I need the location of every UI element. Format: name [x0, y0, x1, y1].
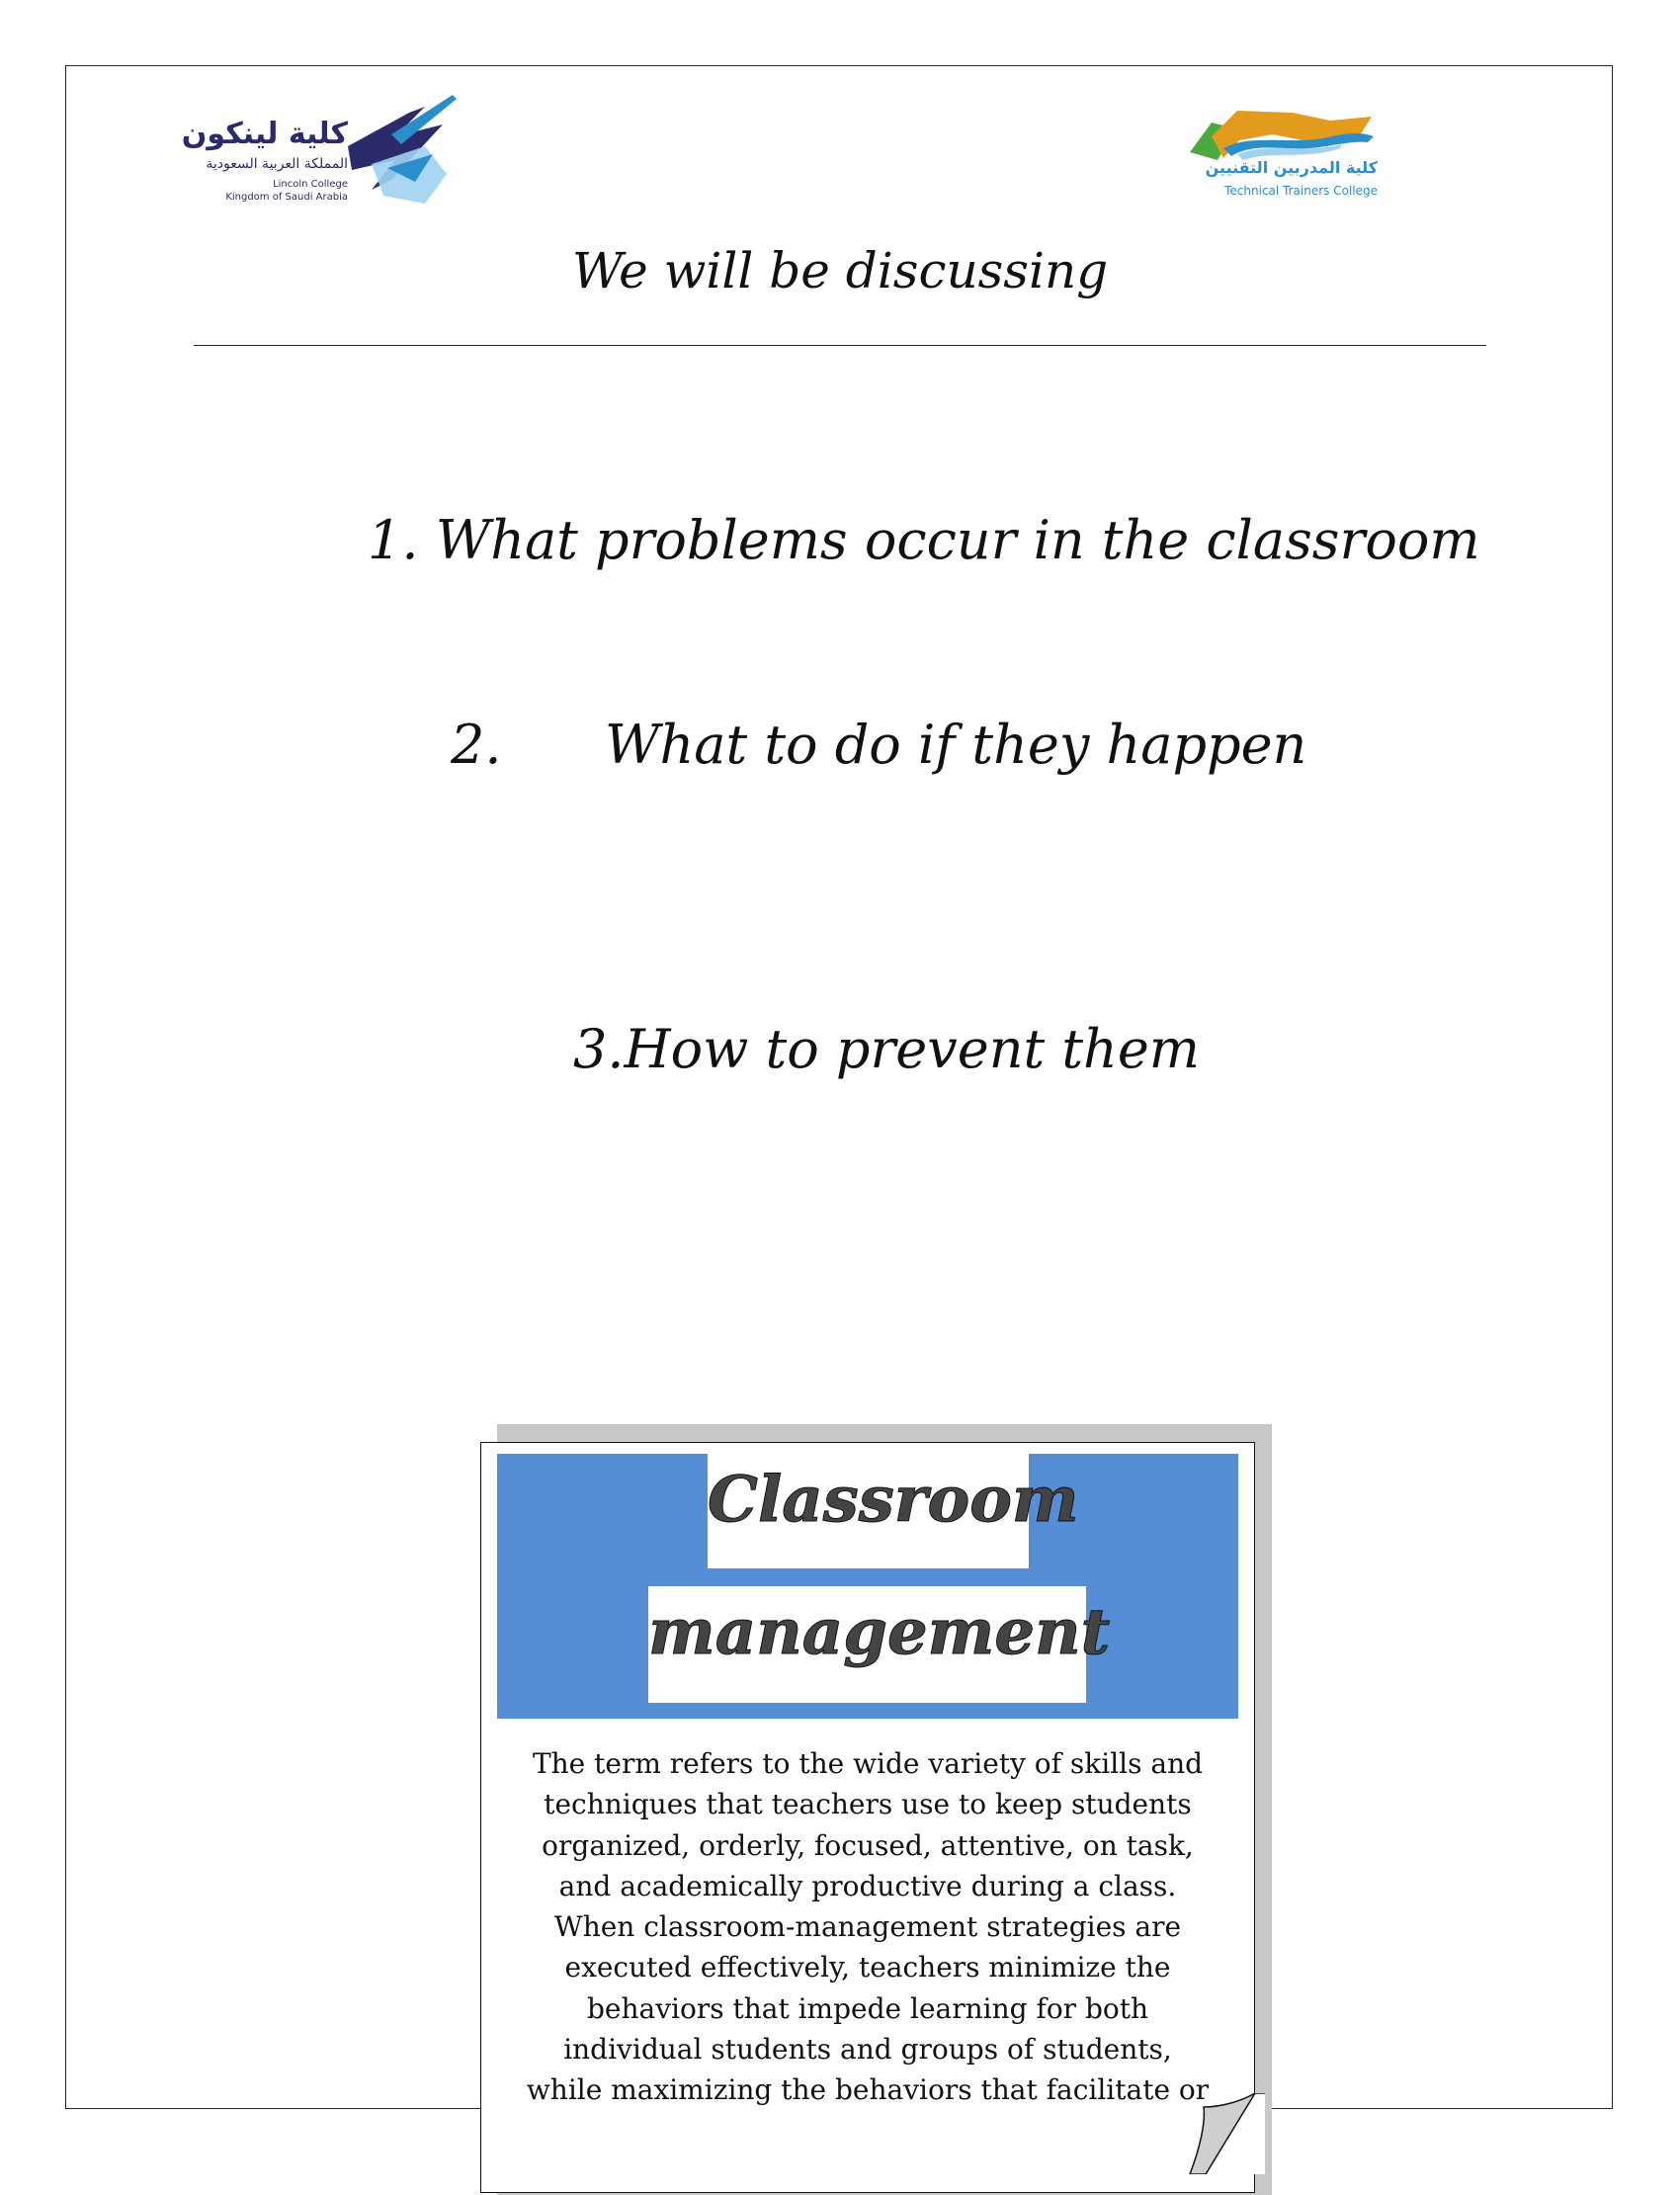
page-curl-icon — [1146, 2093, 1265, 2174]
discussion-item-2 — [451, 714, 1306, 776]
lincoln-english-name: Lincoln College — [273, 179, 348, 190]
ttc-arabic-name: كلية المدربين التقنيين — [1205, 158, 1378, 177]
card-body-line: techniques that teachers use to keep students — [544, 1788, 1192, 1821]
heading-divider — [194, 345, 1486, 346]
card-body-line: individual students and groups of students, — [563, 2033, 1172, 2067]
card-body-line: The term refers to the wide variety of skills and — [532, 1747, 1204, 1780]
item-text: What problems occur in the classroom — [435, 509, 1480, 571]
page-heading: We will be discussing — [571, 242, 1109, 299]
card-title-line-2: management — [648, 1595, 1111, 1669]
lincoln-arabic-name: كلية لينكون — [181, 117, 348, 151]
item-number: 2. — [451, 714, 502, 776]
card-title-line-1: Classroom — [708, 1463, 1079, 1537]
card-body-line: behaviors that impede learning for both — [586, 1991, 1149, 2025]
lincoln-arabic-subtitle: المملكة العربية السعودية — [206, 156, 348, 172]
item-number: 1. — [368, 509, 419, 571]
item-text: What to do if they happen — [605, 714, 1307, 776]
discussion-item-3 — [573, 1018, 1200, 1080]
card-body-line: and academically productive during a class. — [558, 1869, 1177, 1902]
ttc-english-name: Technical Trainers College — [1224, 184, 1378, 198]
item-number: 3. — [573, 1018, 625, 1080]
lincoln-english-subtitle: Kingdom of Saudi Arabia — [225, 192, 348, 203]
discussion-item-1 — [368, 509, 1480, 571]
card-body-text — [502, 1743, 1233, 2111]
card-body-line: executed effectively, teachers minimize the — [564, 1951, 1171, 1984]
item-text: How to prevent them — [624, 1018, 1200, 1080]
card-body-line: while maximizing the behaviors that facilitate or — [526, 2073, 1210, 2107]
card-body-line: When classroom-management strategies are — [553, 1910, 1182, 1944]
card-body-line: organized, orderly, focused, attentive, on task, — [542, 1828, 1194, 1862]
